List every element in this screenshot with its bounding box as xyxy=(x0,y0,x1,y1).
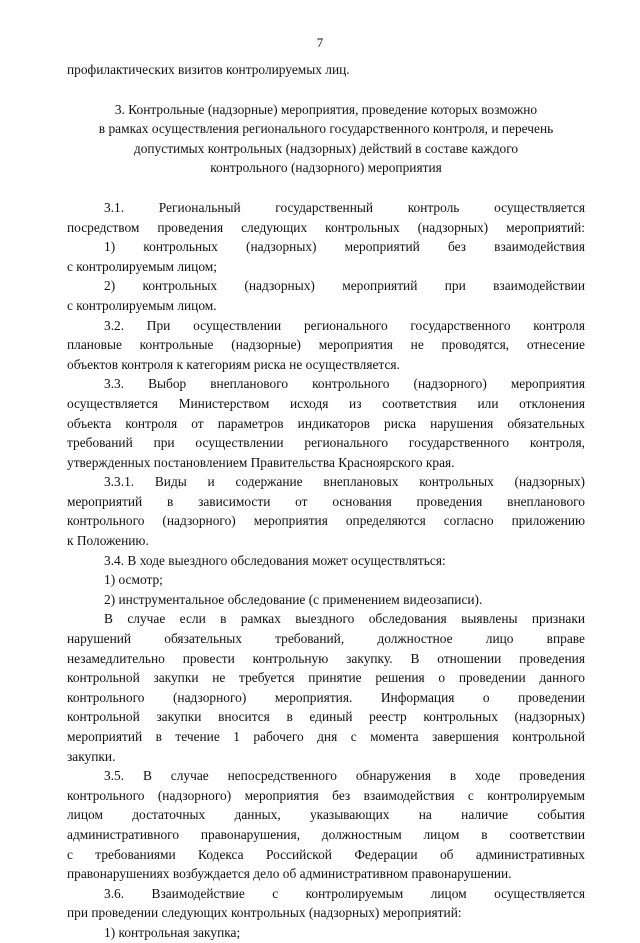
text-line: незамедлительно провести контрольную закупку. В отношении проведения xyxy=(67,650,585,666)
list-item: 2) контрольных (надзорных) мероприятий при взаимодействии xyxy=(104,278,585,294)
text-line: контрольной закупки не требуется принятие решения о проведении данного xyxy=(67,670,585,686)
text-line: 3.2. При осуществлении регионального государственного контроля xyxy=(104,317,585,333)
text-line: мероприятий в течение 1 рабочего дня с момента завершения контрольной xyxy=(67,729,585,744)
text-line: утвержденных постановлением Правительства Красноярского края. xyxy=(67,454,455,470)
spacer xyxy=(67,80,585,100)
text-line: требований при осуществлении регионального государственного контроля, xyxy=(67,435,585,451)
document-body xyxy=(67,60,585,943)
section-heading-line: в рамках осуществления регионального государственного контроля, и перечень xyxy=(98,121,554,137)
text-line: 3.3.1. Виды и содержание внеплановых контрольных (надзорных) xyxy=(104,474,585,490)
section-heading-line: контрольного (надзорного) мероприятия xyxy=(210,160,442,176)
page-number: 7 xyxy=(316,35,324,50)
spacer xyxy=(67,178,585,198)
text-line: 3.5. В случае непосредственного обнаружения в ходе проведения xyxy=(104,768,585,784)
list-item: 2) инструментальное обследование (с применением видеозаписи). xyxy=(104,591,483,607)
text-line: к Положению. xyxy=(67,533,149,549)
text-line: с контролируемым лицом; xyxy=(67,258,217,274)
text-line: правонарушениях возбуждается дело об административном правонарушении. xyxy=(67,866,512,882)
text-line: мероприятий в зависимости от основания проведения внепланового xyxy=(67,493,585,509)
text-line: осуществляется Министерством исходя из соответствия или отклонения xyxy=(67,395,585,411)
text-line: лицом достаточных данных, указывающих на наличие события xyxy=(67,807,585,823)
text-line: административного правонарушения, должностным лицом в соответствии xyxy=(67,826,585,842)
list-item: 1) контрольных (надзорных) мероприятий без взаимодействия xyxy=(104,239,585,255)
text-line: контрольного (надзорного) мероприятия определяются согласно приложению xyxy=(67,513,585,529)
text-line: при проведении следующих контрольных (надзорных) мероприятий: xyxy=(67,905,462,921)
text-line: контрольной закупки вносится в единый реестр контрольных (надзорных) xyxy=(67,709,585,725)
list-item: 1) контрольная закупка; xyxy=(104,924,241,940)
text-line: с требованиями Кодекса Российской Федерации об административных xyxy=(67,846,585,862)
text-line: 3.6. Взаимодействие с контролируемым лицом осуществляется xyxy=(104,885,585,901)
text-line: 3.4. В ходе выездного обследования может осуществляться: xyxy=(104,552,446,568)
text-line: посредством проведения следующих контрольных (надзорных) мероприятий: xyxy=(67,219,585,235)
text-line: закупки. xyxy=(67,748,116,764)
section-heading-line: допустимых контрольных (надзорных) действий в составе каждого xyxy=(133,140,519,156)
text-line: нарушений обязательных требований, должностное лицо вправе xyxy=(67,631,585,647)
text-line: с контролируемым лицом. xyxy=(67,297,217,313)
text-line: объекта контроля от параметров индикаторов риска нарушения обязательных xyxy=(67,415,585,431)
text-line: профилактических визитов контролируемых лиц. xyxy=(67,62,350,77)
text-line: контрольного (надзорного) мероприятия. Информация о проведении xyxy=(67,689,585,705)
list-item: 1) осмотр; xyxy=(104,572,163,588)
section-heading-line: 3. Контрольные (надзорные) мероприятия, проведение которых возможно xyxy=(114,101,538,117)
text-line: объектов контроля к категориям риска не осуществляется. xyxy=(67,356,400,372)
text-line: В случае если в рамках выездного обследования выявлены признаки xyxy=(104,611,585,627)
text-line: контрольного (надзорного) мероприятия без взаимодействия с контролируемым xyxy=(67,787,585,803)
text-line: плановые контрольные (надзорные) мероприятия не проводятся, отнесение xyxy=(67,337,585,353)
text-line: 3.3. Выбор внепланового контрольного (надзорного) мероприятия xyxy=(104,376,585,392)
text-line: 3.1. Региональный государственный контроль осуществляется xyxy=(104,199,585,215)
